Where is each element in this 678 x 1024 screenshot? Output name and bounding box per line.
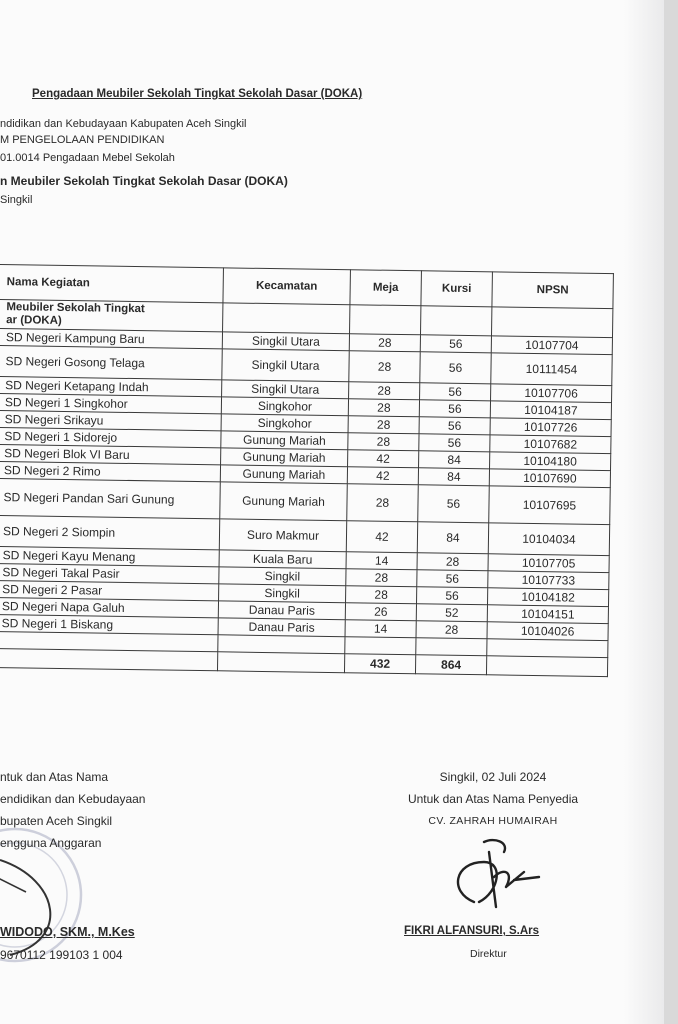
cell-kursi: 84: [419, 451, 490, 469]
cell-npsn: 10104180: [490, 452, 611, 471]
cell-meja: 28: [349, 351, 420, 383]
left-line-4: engguna Anggaran: [0, 836, 102, 850]
cell-meja: 14: [345, 620, 416, 638]
company-name: CV. ZAHRAH HUMAIRAH: [428, 815, 558, 827]
document-title: Pengadaan Meubiler Sekolah Tingkat Sekolah Dasar (DOKA): [32, 88, 363, 100]
left-line-3: bupaten Aceh Singkil: [0, 814, 113, 828]
cell-kecamatan: Gunung Mariah: [221, 448, 348, 467]
cell-npsn: 10107726: [490, 418, 611, 437]
cell-npsn: 10107706: [491, 384, 612, 403]
header-line-4: n Meubiler Sekolah Tingkat Sekolah Dasar (DOKA): [0, 174, 288, 188]
cell-meja: 28: [349, 382, 420, 400]
cell-npsn: 10107733: [488, 571, 609, 590]
cell-kursi: 56: [420, 383, 491, 401]
cell-meja: 28: [348, 416, 419, 434]
cell-kursi: 28: [416, 621, 487, 639]
header-line-1: ndidikan dan Kebudayaan Kabupaten Aceh Singkil: [0, 118, 247, 130]
left-signatory-name: WIDODO, SKM., M.Kes: [0, 925, 135, 939]
cell-kecamatan: Singkil Utara: [222, 332, 349, 351]
cell-school-name: SD Negeri Gosong Telaga: [0, 345, 222, 379]
cell-meja: 42: [346, 521, 417, 553]
category-label: Meubiler Sekolah Tingkat ar (DOKA): [0, 300, 223, 332]
cell-npsn: 10104151: [487, 605, 608, 624]
handwritten-signature: [444, 832, 554, 922]
procurement-table: [0, 264, 614, 677]
cell-meja: 28: [349, 334, 420, 352]
cell-kursi: 56: [420, 352, 491, 384]
cell-kursi: 56: [419, 417, 490, 435]
col-header-npsn: NPSN: [492, 272, 614, 309]
cell-school-name: SD Negeri Pandan Sari Gunung: [0, 478, 220, 518]
cell-meja: 42: [348, 450, 419, 468]
cell-kecamatan: Danau Paris: [218, 601, 345, 620]
cell-meja: 42: [347, 467, 418, 485]
cell-kecamatan: Singkil: [219, 567, 346, 586]
cell-kursi: 84: [417, 522, 488, 554]
cell-kursi: 56: [418, 485, 490, 523]
cell-school-name: SD Negeri 1 Sidorejo: [0, 427, 221, 447]
cell-npsn: 10104182: [487, 588, 608, 607]
cell-meja: 28: [347, 484, 419, 522]
header-line-3: 01.0014 Pengadaan Mebel Sekolah: [0, 152, 175, 164]
right-signatory-name: FIKRI ALFANSURI, S.Ars: [404, 925, 540, 937]
cell-meja: 26: [345, 603, 416, 621]
cell-school-name: SD Negeri Ketapang Indah: [0, 376, 222, 396]
cell-school-name: SD Negeri Blok VI Baru: [0, 444, 221, 464]
cell-npsn: 10104026: [487, 622, 608, 641]
col-header-meja: Meja: [350, 270, 422, 306]
cell-kursi: 52: [416, 604, 487, 622]
cell-school-name: SD Negeri 2 Pasar: [0, 580, 219, 600]
cell-kursi: 28: [417, 553, 488, 571]
cell-npsn: 10104034: [488, 523, 609, 556]
cell-kecamatan: Kuala Baru: [219, 550, 346, 569]
left-line-1: ntuk dan Atas Nama: [0, 770, 109, 784]
col-header-name: Nama Kegiatan: [0, 265, 223, 303]
cell-kursi: 56: [419, 400, 490, 418]
cell-kecamatan: Gunung Mariah: [220, 465, 347, 484]
cell-kursi: 56: [417, 570, 488, 588]
place-date: Singkil, 02 Juli 2024: [439, 770, 547, 784]
left-signature-block: [0, 766, 145, 854]
cell-npsn: 10107682: [490, 435, 611, 454]
cell-school-name: SD Negeri Kayu Menang: [0, 546, 219, 566]
cell-kursi: 56: [419, 434, 490, 452]
header-line-5: Singkil: [0, 194, 33, 206]
col-header-kecamatan: Kecamatan: [223, 268, 351, 305]
cell-kursi: 56: [417, 587, 488, 605]
cell-npsn: 10104187: [490, 401, 611, 420]
cell-meja: 14: [346, 552, 417, 570]
cell-npsn: 10107704: [491, 336, 612, 355]
cell-school-name: SD Negeri 1 Singkohor: [0, 393, 222, 413]
total-kursi: 864: [415, 655, 486, 675]
cell-school-name: SD Negeri Kampung Baru: [0, 329, 223, 349]
cell-meja: 28: [346, 586, 417, 604]
cell-kecamatan: Gunung Mariah: [220, 482, 348, 521]
cell-kursi: 56: [420, 335, 491, 353]
left-line-2: endidikan dan Kebudayaan: [0, 792, 146, 806]
cell-kecamatan: Danau Paris: [218, 618, 345, 637]
cell-school-name: SD Negeri 2 Siompin: [0, 515, 220, 549]
cell-school-name: SD Negeri 2 Rimo: [0, 461, 221, 481]
total-meja: 432: [344, 654, 415, 674]
cell-meja: 28: [346, 569, 417, 587]
cell-kecamatan: Singkohor: [221, 414, 348, 433]
col-header-kursi: Kursi: [421, 271, 493, 307]
cell-kecamatan: Singkil Utara: [222, 349, 349, 382]
on-behalf-label: Untuk dan Atas Nama Penyedia: [407, 792, 579, 806]
left-signatory-nip: 9670112 199103 1 004: [0, 948, 123, 962]
cell-school-name: SD Negeri Srikayu: [0, 410, 221, 430]
cell-kecamatan: Gunung Mariah: [221, 431, 348, 450]
cell-meja: 28: [348, 399, 419, 417]
cell-npsn: 10107695: [489, 486, 611, 525]
page-shadow: [624, 0, 664, 1024]
right-signature-block: [388, 766, 598, 832]
cell-school-name: SD Negeri Takal Pasir: [0, 563, 219, 583]
header-line-2: M PENGELOLAAN PENDIDIKAN: [0, 134, 165, 146]
cell-kecamatan: Singkil: [219, 584, 346, 603]
right-signatory-position: Direktur: [470, 948, 507, 960]
cell-kecamatan: Singkil Utara: [222, 380, 349, 399]
cell-kecamatan: Singkohor: [221, 397, 348, 416]
cell-kursi: 84: [418, 468, 489, 486]
cell-npsn: 10107690: [489, 469, 610, 488]
cell-school-name: SD Negeri Napa Galuh: [0, 597, 219, 617]
cell-kecamatan: Suro Makmur: [219, 519, 346, 552]
cell-meja: 28: [348, 433, 419, 451]
cell-school-name: SD Negeri 1 Biskang: [0, 614, 218, 634]
cell-npsn: 10111454: [491, 353, 612, 386]
cell-npsn: 10107705: [488, 554, 609, 573]
